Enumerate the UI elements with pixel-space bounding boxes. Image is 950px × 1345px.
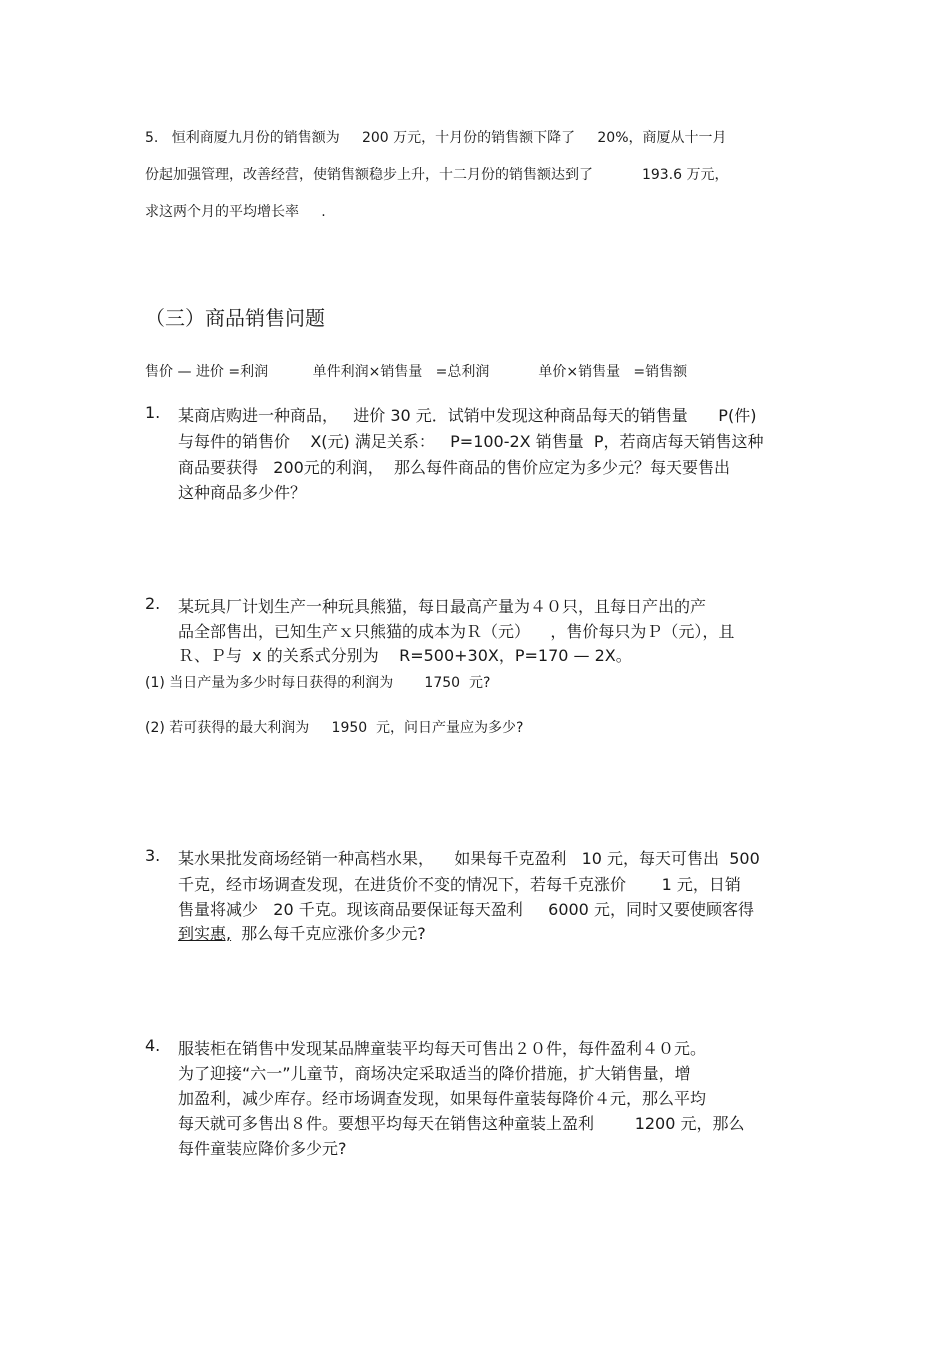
q3-line-4-rest: 那么每千克应涨价多少元? [231, 924, 426, 943]
q1-line-2: 与每件的销售价 X(元) 满足关系： P=100-2X 销售量 P，若商店每天销售这种 [178, 432, 764, 451]
q3-line-1: 某水果批发商场经销一种高档水果， 如果每千克盈利 10 元，每天可售出 500 [178, 849, 760, 868]
problem5-line-1: 5. 恒利商厦九月份的销售额为 200 万元，十月份的销售额下降了 20%，商厦从十一月 [145, 130, 727, 146]
q1-line-1: 某商店购进一种商品， 进价 30 元．试销中发现这种商品每天的销售量 P(件) [178, 406, 757, 425]
q1-line-3: 商品要获得 200元的利润， 那么每件商品的售价应定为多少元？每天要售出 [178, 458, 730, 477]
problem5-line-2: 份起加强管理，改善经营，使销售额稳步上升，十二月份的销售额达到了 193.6 万元， [145, 167, 729, 183]
q4-line-3: 加盈利，减少库存。经市场调查发现，如果每件童装每降价４元，那么平均 [178, 1089, 707, 1108]
q4-line-4: 每天就可多售出８件。要想平均每天在销售这种童装上盈利 1200 元，那么 [178, 1114, 745, 1133]
q3-underlined-phrase: 到实惠, [178, 924, 232, 943]
q2-number: 2. [145, 594, 161, 613]
q2-subquestion-1: (1) 当日产量为多少时每日获得的利润为 1750 元? [145, 675, 491, 691]
q3-line-2: 千克，经市场调查发现，在进货价不变的情况下，若每千克涨价 1 元，日销 [178, 875, 741, 894]
q4-line-5: 每件童装应降价多少元? [178, 1139, 347, 1158]
q2-line-1: 某玩具厂计划生产一种玩具熊猫，每日最高产量为４０只，且每日产出的产 [178, 597, 707, 616]
q3-number: 3. [145, 846, 161, 865]
q1-number: 1. [145, 403, 161, 422]
q2-line-2: 品全部售出，已知生产ｘ只熊猫的成本为Ｒ（元） ，售价每只为Ｐ（元），且 [178, 622, 735, 641]
problem5-line-3: 求这两个月的平均增长率 . [145, 204, 326, 220]
q3-line-3: 售量将减少 20 千克。现该商品要保证每天盈利 6000 元，同时又要使顾客得 [178, 900, 754, 919]
q4-line-2: 为了迎接“六一”儿童节，商场决定采取适当的降价措施，扩大销售量，增 [178, 1064, 691, 1083]
section-title: （三）商品销售问题 [145, 306, 325, 330]
q2-line-3: Ｒ、Ｐ与 x 的关系式分别为 R=500+30X，P=170 — 2X。 [178, 646, 632, 665]
q4-line-1: 服装柜在销售中发现某品牌童装平均每天可售出２０件，每件盈利４０元。 [178, 1039, 707, 1058]
formula-line: 售价 — 进价 =利润 单件利润×销售量 =总利润 单价×销售量 =销售额 [145, 364, 688, 380]
q2-subquestion-2: (2) 若可获得的最大利润为 1950 元，问日产量应为多少? [145, 720, 524, 736]
q3-line-4 [178, 921, 426, 944]
q4-number: 4. [145, 1036, 161, 1055]
q1-line-4: 这种商品多少件？ [178, 483, 307, 502]
